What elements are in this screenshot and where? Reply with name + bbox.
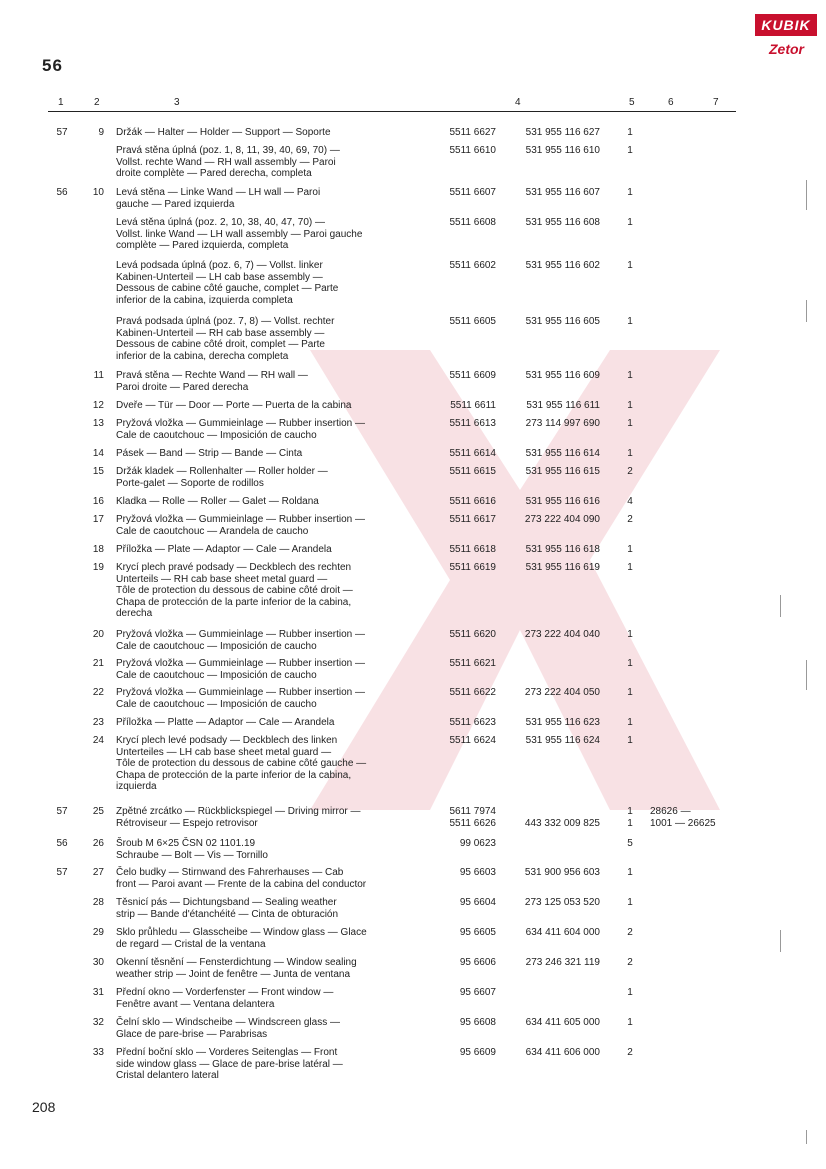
catalog-number: 531 955 116 619	[525, 562, 600, 573]
quantity: 4	[627, 496, 633, 507]
quantity: 1	[627, 897, 633, 908]
quantity: 1	[627, 658, 633, 669]
quantity: 1	[627, 127, 633, 138]
part-description: Levá podsada úplná (poz. 6, 7) — Vollst. linker Kabinen-Unterteil — LH cab base assembly — Dessous de cabine côté gauche, complet — Parte inferior de la cabina, izquierda completa	[116, 260, 339, 306]
catalog-number: 531 955 116 616	[525, 496, 600, 507]
catalog-number: 634 411 606 000	[525, 1047, 600, 1058]
part-number: 95 6607	[459, 987, 496, 998]
position-number: 26	[92, 838, 104, 849]
quantity: 1	[627, 187, 633, 198]
position-number: 19	[92, 562, 104, 573]
position-number: 30	[92, 957, 104, 968]
figure-ref: 57	[56, 806, 68, 817]
position-number: 12	[92, 400, 104, 411]
catalog-number: 273 222 404 040	[524, 629, 600, 640]
column-header-2: 2	[94, 97, 100, 108]
scan-edge-mark	[780, 930, 781, 952]
scan-edge-mark	[780, 595, 781, 617]
position-number: 27	[92, 867, 104, 878]
position-number: 33	[92, 1047, 104, 1058]
catalog-number: 531 955 116 610	[525, 145, 600, 156]
logo-sub: Zetor	[769, 41, 804, 57]
catalog-number: 531 955 116 605	[525, 316, 600, 327]
position-number: 15	[92, 466, 104, 477]
quantity: 2	[627, 927, 633, 938]
catalog-number: 531 955 116 618	[525, 544, 600, 555]
part-description: Příložka — Plate — Adaptor — Cale — Arandela	[116, 544, 332, 555]
part-number: 5511 6609	[449, 370, 496, 381]
figure-mark: 56	[42, 56, 63, 75]
quantity: 5	[627, 838, 633, 849]
quantity: 1	[627, 544, 633, 555]
part-number: 5511 6624	[449, 735, 496, 746]
position-number: 21	[92, 658, 104, 669]
part-description: Pravá stěna úplná (poz. 1, 8, 11, 39, 40, 69, 70) — Vollst. rechte Wand — RH wall assembly — Paroi droite complète — Pared derecha, completa	[116, 145, 340, 180]
quantity: 2	[627, 957, 633, 968]
part-number: 95 6605	[459, 927, 496, 938]
logo-brand: KUBIK	[755, 14, 817, 36]
quantity: 1	[627, 1017, 633, 1028]
quantity: 2	[627, 1047, 633, 1058]
quantity: 2	[627, 514, 633, 525]
part-number: 95 6609	[459, 1047, 496, 1058]
position-number: 11	[93, 370, 104, 381]
part-number: 5511 6615	[449, 466, 496, 477]
catalog-number: 634 411 605 000	[525, 1017, 600, 1028]
figure-ref: 56	[56, 838, 68, 849]
quantity: 1	[627, 260, 633, 271]
quantity: 1	[627, 418, 633, 429]
position-number: 31	[92, 987, 104, 998]
catalog-number: 531 955 116 615	[525, 466, 600, 477]
part-number: 5511 6623	[449, 717, 496, 728]
position-number: 16	[92, 496, 104, 507]
position-number: 14	[92, 448, 104, 459]
position-number: 32	[92, 1017, 104, 1028]
part-description: Přední okno — Vorderfenster — Front window — Fenêtre avant — Ventana delantera	[116, 987, 334, 1010]
catalog-number: 443 332 009 825	[524, 817, 600, 829]
position-number: 9	[98, 127, 104, 138]
position-number: 17	[92, 514, 104, 525]
part-description: Šroub M 6×25 ČSN 02 1101.19 Schraube — Bolt — Vis — Tornillo	[116, 838, 268, 861]
position-number: 25	[92, 806, 104, 817]
quantity: 1	[627, 562, 633, 573]
catalog-number: 273 246 321 119	[525, 957, 600, 968]
part-number: 99 0623	[459, 838, 496, 849]
quantity: 1	[627, 629, 633, 640]
position-number: 28	[92, 897, 104, 908]
position-number: 18	[92, 544, 104, 555]
quantity: 1	[627, 400, 633, 411]
catalog-number: 531 900 956 603	[524, 867, 600, 878]
part-description: Okenní těsnění — Fensterdichtung — Window sealing weather strip — Joint de fenêtre — Junta de ventana	[116, 957, 357, 980]
position-number: 24	[92, 735, 104, 746]
catalog-number: 273 222 404 090	[524, 514, 600, 525]
position-number: 13	[92, 418, 104, 429]
part-description: Pryžová vložka — Gummieinlage — Rubber insertion — Cale de caoutchouc — Imposición de caucho	[116, 629, 365, 652]
part-description: Zpětné zrcátko — Rückblickspiegel — Driving mirror — Rétroviseur — Espejo retrovisor	[116, 806, 361, 829]
part-description: Levá stěna úplná (poz. 2, 10, 38, 40, 47, 70) — Vollst. linke Wand — LH wall assembly — Paroi gauche complète — Pared izquierda, completa	[116, 217, 363, 252]
part-description: Sklo průhledu — Glasscheibe — Window glass — Glace de regard — Cristal de la ventana	[116, 927, 367, 950]
position-number: 23	[92, 717, 104, 728]
catalog-number: 531 955 116 623	[525, 717, 600, 728]
part-number: 5511 6617	[449, 514, 496, 525]
part-number: 5511 6622	[449, 687, 496, 698]
quantity: 1	[627, 217, 633, 228]
part-number: 95 6606	[459, 957, 496, 968]
quantity: 1	[627, 316, 633, 327]
part-description: Čelní sklo — Windscheibe — Windscreen glass — Glace de pare-brise — Parabrisas	[116, 1017, 340, 1040]
catalog-number: 531 955 116 627	[525, 127, 600, 138]
column-header-1: 1	[58, 97, 64, 108]
figure-ref: 57	[56, 867, 68, 878]
column-header-3: 3	[174, 97, 180, 108]
quantity: 1	[627, 448, 633, 459]
page-number: 208	[32, 1099, 56, 1115]
part-number: 95 6603	[459, 867, 496, 878]
scan-edge-mark	[806, 180, 807, 210]
quantity: 2	[627, 466, 633, 477]
catalog-number: 531 955 116 607	[525, 187, 600, 198]
part-number: 5611 7974 5511 6626	[449, 806, 496, 829]
position-number: 22	[92, 687, 104, 698]
part-description: Držák — Halter — Holder — Support — Soporte	[116, 127, 331, 138]
part-description: Pryžová vložka — Gummieinlage — Rubber insertion — Cale de caoutchouc — Imposición de caucho	[116, 687, 365, 710]
catalog-number: 531 955 116 608	[525, 217, 600, 228]
scan-edge-mark	[806, 1130, 807, 1144]
quantity: 1	[627, 687, 633, 698]
serial-note: 28626 — 1001 — 26625	[650, 806, 716, 829]
quantity: 1	[627, 717, 633, 728]
position-number: 10	[92, 187, 104, 198]
column-header-5: 5	[629, 97, 635, 108]
quantity: 1	[627, 145, 633, 156]
scan-edge-mark	[806, 660, 807, 690]
part-description: Těsnicí pás — Dichtungsband — Sealing weather strip — Bande d'étanchéité — Cinta de obturación	[116, 897, 339, 920]
part-number: 5511 6618	[449, 544, 496, 555]
catalog-number: 531 955 116 602	[525, 260, 600, 271]
part-number: 5511 6627	[449, 127, 496, 138]
part-number: 5511 6605	[449, 316, 496, 327]
column-header-4: 4	[515, 97, 521, 108]
part-description: Levá stěna — Linke Wand — LH wall — Paroi gauche — Pared izquierda	[116, 187, 321, 210]
part-number: 95 6608	[459, 1017, 496, 1028]
part-number: 5511 6619	[449, 562, 496, 573]
part-description: Pryžová vložka — Gummieinlage — Rubber insertion — Cale de caoutchouc — Imposición de caucho	[116, 418, 365, 441]
catalog-number: 531 955 116 624	[525, 735, 600, 746]
figure-ref: 57	[56, 127, 68, 138]
position-number: 20	[92, 629, 104, 640]
part-number: 5511 6610	[449, 145, 496, 156]
part-number: 5511 6621	[449, 658, 496, 669]
quantity: 1	[627, 867, 633, 878]
part-description: Krycí plech levé podsady — Deckblech des linken Unterteiles — LH cab base sheet metal guard — Tôle de protection du dessous de cabine côté gauche — Chapa de protección de la parte inferior de la cabina, izquierda	[116, 735, 367, 793]
part-description: Příložka — Platte — Adaptor — Cale — Arandela	[116, 717, 335, 728]
part-description: Pravá podsada úplná (poz. 7, 8) — Vollst. rechter Kabinen-Unterteil — RH cab base assembly — Dessous de cabine côté droit, complet — Parte inferior de la cabina, derecha completa	[116, 316, 335, 362]
quantity: 1	[627, 370, 633, 381]
part-description: Pryžová vložka — Gummieinlage — Rubber insertion — Cale de caoutchouc — Arandela de caucho	[116, 514, 365, 537]
part-number: 5511 6613	[449, 418, 496, 429]
part-description: Přední boční sklo — Vorderes Seitenglas — Front side window glass — Glace de pare-brise latéral — Cristal delantero lateral	[116, 1047, 343, 1082]
column-header-6: 6	[668, 97, 674, 108]
part-description: Dveře — Tür — Door — Porte — Puerta de la cabina	[116, 400, 352, 411]
catalog-number: 273 125 053 520	[524, 897, 600, 908]
part-description: Pásek — Band — Strip — Bande — Cinta	[116, 448, 303, 459]
part-number: 5511 6608	[449, 217, 496, 228]
catalog-number: 531 955 116 611	[526, 400, 600, 411]
catalog-number: 531 955 116 614	[525, 448, 600, 459]
part-description: Držák kladek — Rollenhalter — Roller holder — Porte-galet — Soporte de rodillos	[116, 466, 328, 489]
part-number: 5511 6614	[449, 448, 496, 459]
part-description: Krycí plech pravé podsady — Deckblech des rechten Unterteils — RH cab base sheet metal guard — Tôle de protection du dessous de cabine côté droit — Chapa de protección de la parte inferior de la cabina, derecha	[116, 562, 353, 620]
part-number: 95 6604	[459, 897, 496, 908]
part-number: 5511 6607	[449, 187, 496, 198]
figure-ref: 56	[56, 187, 68, 198]
position-number: 29	[92, 927, 104, 938]
part-description: Pryžová vložka — Gummieinlage — Rubber insertion — Cale de caoutchouc — Imposición de caucho	[116, 658, 365, 681]
catalog-number: 273 114 997 690	[525, 418, 600, 429]
part-description: Pravá stěna — Rechte Wand — RH wall — Paroi droite — Pared derecha	[116, 370, 308, 393]
column-header-7: 7	[713, 97, 719, 108]
quantity: 1	[627, 735, 633, 746]
quantity: 1	[627, 987, 633, 998]
part-description: Čelo budky — Stirnwand des Fahrerhauses — Cab front — Paroi avant — Frente de la cabina del conductor	[116, 867, 367, 890]
part-description: Kladka — Rolle — Roller — Galet — Roldana	[116, 496, 319, 507]
part-number: 5511 6620	[449, 629, 496, 640]
catalog-number: 634 411 604 000	[525, 927, 600, 938]
catalog-number: 273 222 404 050	[524, 687, 600, 698]
catalog-number: 531 955 116 609	[525, 370, 600, 381]
scan-edge-mark	[806, 300, 807, 322]
part-number: 5511 6616	[449, 496, 496, 507]
part-number: 5511 6611	[450, 400, 496, 411]
part-number: 5511 6602	[449, 260, 496, 271]
quantity: 1 1	[627, 806, 633, 829]
